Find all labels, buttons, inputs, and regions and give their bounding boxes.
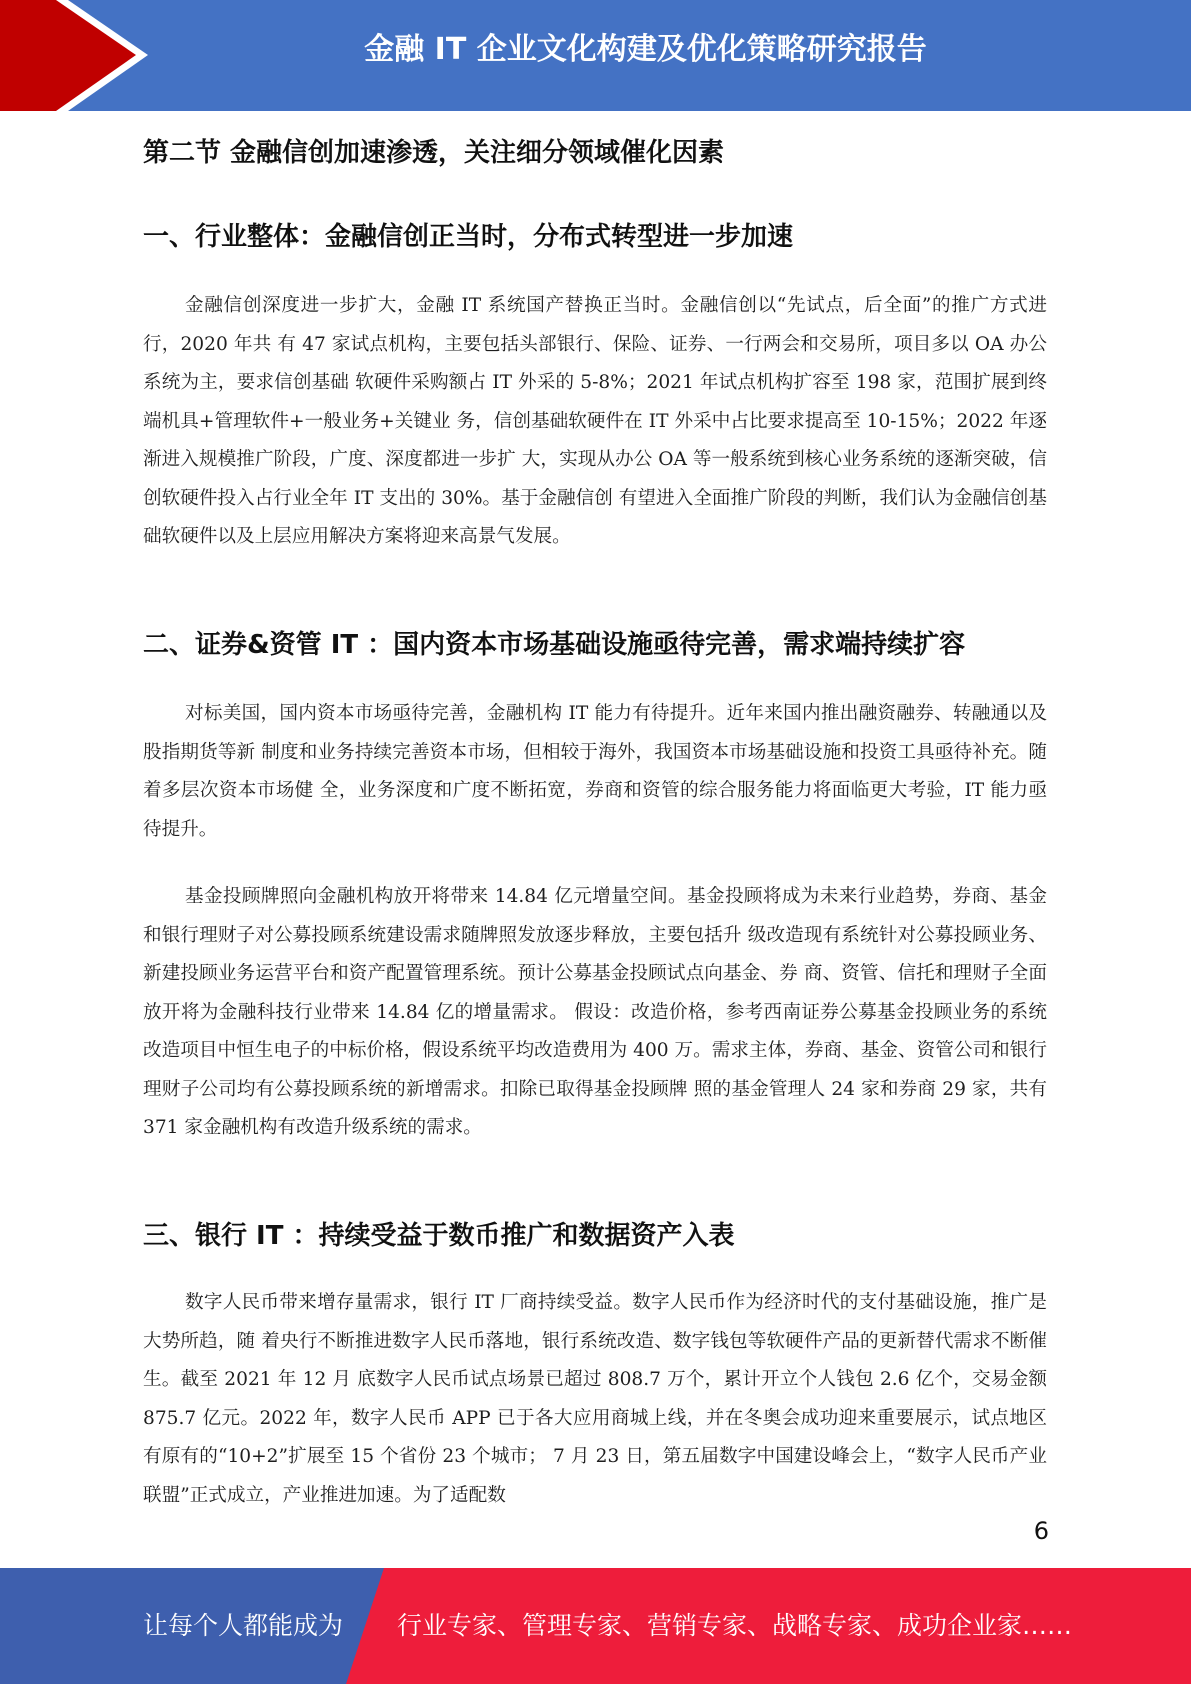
footer-slogan-left: 让每个人都能成为 — [143, 1611, 344, 1640]
page-footer — [0, 1568, 1191, 1684]
subsection-heading-1: 一、行业整体：金融信创正当时，分布式转型进一步加速 — [143, 222, 794, 252]
page-number: 6 — [1033, 1517, 1049, 1545]
paragraph-2: 对标美国，国内资本市场亟待完善，金融机构 IT 能力有待提升。近年来国内推出融资融券、转融通以及股指期货等新 制度和业务持续完善资本市场，但相较于海外，我国资本市场基础设施和投资工具亟待补充。随着多层次资本市场健 全，业务深度和广度不断拓宽，券商和资管的综合服务能力将面临更大考验，IT 能力亟待提升。 — [143, 703, 1047, 840]
footer-slogan-right: 行业专家、管理专家、营销专家、战略专家、成功企业家…… — [397, 1611, 1073, 1640]
subsection-heading-3: 三、银行 IT ：持续受益于数币推广和数据资产入表 — [143, 1221, 735, 1251]
subsection-heading-2: 二、证券&资管 IT ：国内资本市场基础设施亟待完善，需求端持续扩容 — [143, 630, 966, 660]
paragraph-1: 金融信创深度进一步扩大，金融 IT 系统国产替换正当时。金融信创以“先试点，后全面”的推广方式进行，2020 年共 有 47 家试点机构，主要包括头部银行、保险、证券、一行两会和交易所，项目多以 OA 办公系统为主，要求信创基础 软硬件采购额占 IT 外采的 5-8%；2021 年试点机构扩容至 198 家，范围扩展到终端机具+管理软件+一般业务+关键业 务，信创基础软硬件在 IT 外采中占比要求提高至 10-15%；2022 年逐渐进入规模推广阶段，广度、深度都进一步扩 大，实现从办公 OA 等一般系统到核心业务系统的逐渐突破，信创软硬件投入占行业全年 IT 支出的 30%。基于金融信创 有望进入全面推广阶段的判断，我们认为金融信创基础软硬件以及上层应用解决方案将迎来高景气发展。 — [143, 295, 1047, 547]
report-title: 金融 IT 企业文化构建及优化策略研究报告 — [364, 32, 927, 67]
section-heading: 第二节 金融信创加速渗透，关注细分领域催化因素 — [143, 138, 725, 168]
page-header — [0, 0, 1191, 111]
paragraph-4: 数字人民币带来增存量需求，银行 IT 厂商持续受益。数字人民币作为经济时代的支付基础设施，推广是大势所趋，随 着央行不断推进数字人民币落地，银行系统改造、数字钱包等软硬件产品的更新替代需求不断催生。截至 2021 年 12 月 底数字人民币试点场景已超过 808.7 万个，累计开立个人钱包 2.6 亿个，交易金额 875.7 亿元。2022 年，数字人民币 APP 已于各大应用商城上线，并在冬奥会成功迎来重要展示，试点地区有原有的“10+2”扩展至 15 个省份 23 个城市； 7 月 23 日，第五届数字中国建设峰会上，“数字人民币产业联盟”正式成立，产业推进加速。为了适配数 — [143, 1292, 1047, 1506]
paragraph-3: 基金投顾牌照向金融机构放开将带来 14.84 亿元增量空间。基金投顾将成为未来行业趋势，券商、基金和银行理财子对公募投顾系统建设需求随牌照发放逐步释放，主要包括升 级改造现有系统针对公募投顾业务、新建投顾业务运营平台和资产配置管理系统。预计公募基金投顾试点向基金、券 商、资管、信托和理财子全面放开将为金融科技行业带来 14.84 亿的增量需求。 假设：改造价格，参考西南证券公募基金投顾业务的系统改造项目中恒生电子的中标价格，假设系统平均改造费用为 400 万。需求主体，券商、基金、资管公司和银行理财子公司均有公募投顾系统的新增需求。扣除已取得基金投顾牌 照的基金管理人 24 家和券商 29 家，共有 371 家金融机构有改造升级系统的需求。 — [143, 886, 1047, 1138]
